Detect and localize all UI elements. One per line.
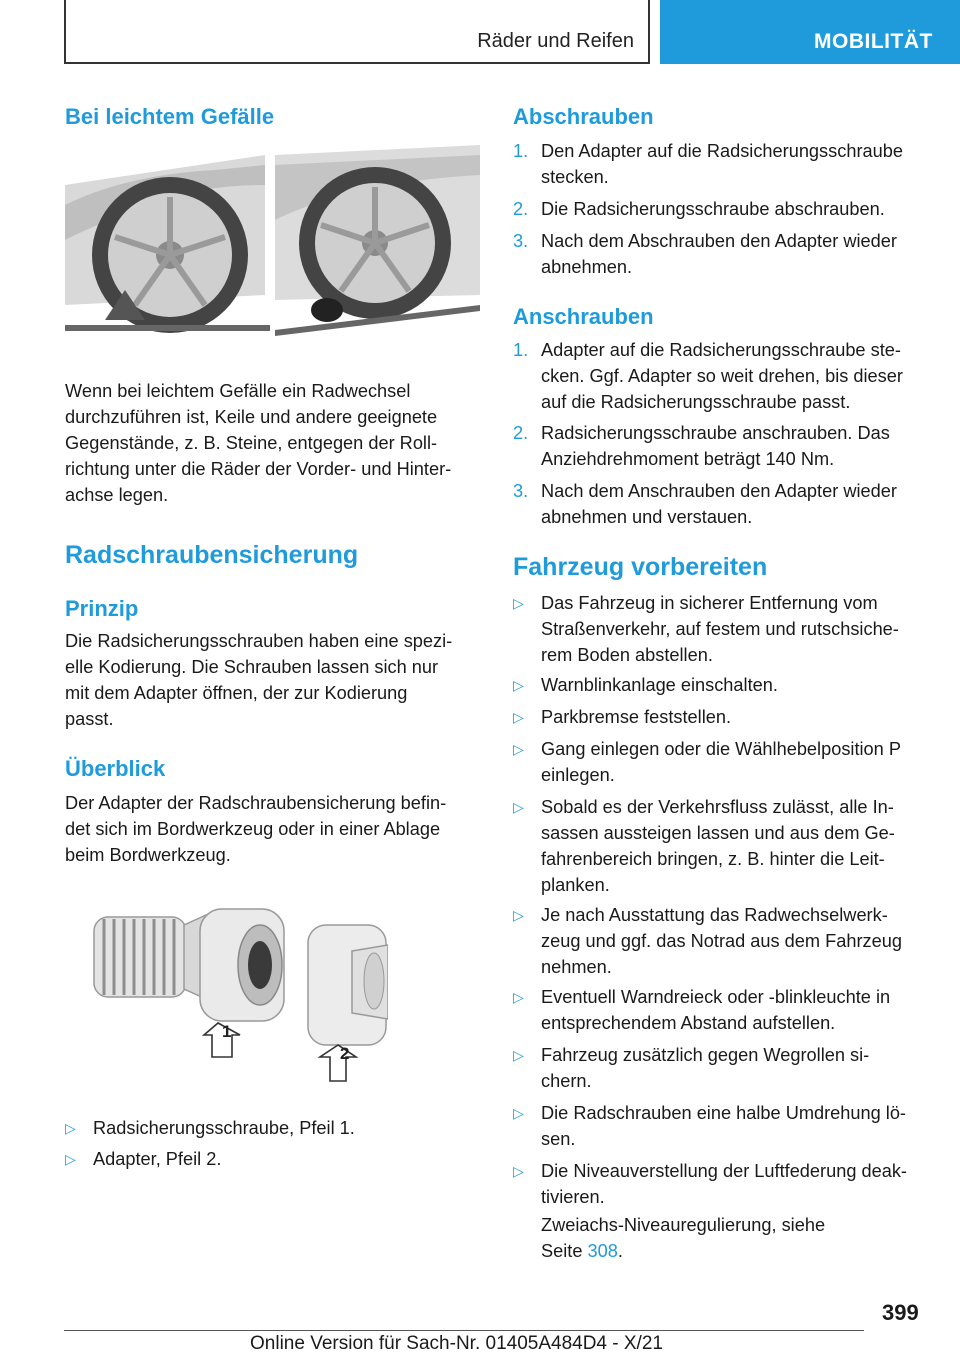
- step-number: 2.: [513, 423, 529, 443]
- slope-line: durchzuführen ist, Keile und andere geeignete: [65, 407, 438, 427]
- principle-line: passt.: [65, 709, 114, 729]
- bullet-icon: ▷: [513, 677, 524, 693]
- prepare-item: [513, 794, 933, 898]
- step-line: Nach dem Abschrauben den Adapter wieder: [541, 231, 897, 251]
- lock-heading: Radschraubensicherung: [65, 541, 359, 569]
- prepare-line: fahrenbereich bringen, z. B. hinter die Leit-: [541, 849, 885, 869]
- slope-line: richtung unter die Räder der Vorder- und Hinter-: [65, 459, 452, 479]
- prepare-item: [513, 736, 933, 788]
- footer-divider: [64, 1330, 864, 1331]
- step-line: abnehmen.: [541, 257, 633, 277]
- bullet-icon: ▷: [65, 1120, 76, 1136]
- bullet-icon: ▷: [513, 595, 524, 611]
- bullet-icon: ▷: [65, 1151, 76, 1167]
- page-link[interactable]: 308: [587, 1241, 618, 1261]
- unscrew-heading: Abschrauben: [513, 104, 654, 129]
- prepare-line: entsprechendem Abstand aufstellen.: [541, 1013, 836, 1033]
- reference-suffix: .: [617, 1241, 623, 1261]
- prepare-line: Sobald es der Verkehrsfluss zulässt, alle In-: [541, 797, 894, 817]
- bullet-icon: ▷: [513, 1047, 524, 1063]
- wheel-chock-figure: [65, 145, 480, 345]
- overview-paragraph: [65, 790, 485, 868]
- unscrew-step: [513, 196, 933, 222]
- step-number: 1.: [513, 141, 529, 161]
- prepare-line: Eventuell Warndreieck oder -blinkleuchte in: [541, 987, 891, 1007]
- slope-heading: Bei leichtem Gefälle: [65, 104, 275, 129]
- bullet-icon: ▷: [513, 907, 524, 923]
- unscrew-step: [513, 138, 933, 190]
- slope-line: achse legen.: [65, 485, 169, 505]
- slope-paragraph: [65, 378, 485, 508]
- bullet-icon: ▷: [513, 1105, 524, 1121]
- principle-paragraph: [65, 628, 485, 732]
- figure-label-2: 2: [340, 1044, 350, 1063]
- prepare-line: Warnblinkanlage einschalten.: [541, 675, 778, 695]
- bullet-icon: ▷: [513, 799, 524, 815]
- prepare-line: Das Fahrzeug in sicherer Entfernung vom: [541, 593, 878, 613]
- prepare-line: Die Radschrauben eine halbe Umdrehung lö-: [541, 1103, 906, 1123]
- bullet-icon: ▷: [513, 709, 524, 725]
- reference-block: [513, 1212, 933, 1264]
- reference-line: Zweiachs-Niveauregulierung, siehe: [541, 1215, 826, 1235]
- prepare-line: Je nach Ausstattung das Radwechselwerk-: [541, 905, 888, 925]
- prepare-item: [513, 672, 933, 698]
- screw-heading: Anschrauben: [513, 304, 654, 329]
- step-line: Anziehdrehmoment beträgt 140 Nm.: [541, 449, 835, 469]
- step-line: Den Adapter auf die Radsicherungsschraube: [541, 141, 903, 161]
- figure-label-1: 1: [222, 1022, 232, 1041]
- prepare-line: chern.: [541, 1071, 592, 1091]
- prepare-line: sen.: [541, 1129, 576, 1149]
- step-line: stecken.: [541, 167, 609, 187]
- prepare-line: Fahrzeug zusätzlich gegen Wegrollen si-: [541, 1045, 870, 1065]
- prepare-line: planken.: [541, 875, 610, 895]
- prepare-item: [513, 1100, 933, 1152]
- overview-heading: Überblick: [65, 756, 166, 781]
- prepare-line: Parkbremse feststellen.: [541, 707, 732, 727]
- step-line: Adapter auf die Radsicherungsschraube ste-: [541, 340, 901, 360]
- bullet-icon: ▷: [513, 989, 524, 1005]
- prepare-line: sassen aussteigen lassen und aus dem Ge-: [541, 823, 895, 843]
- footer-version-text: Online Version für Sach-Nr. 01405A484D4 - X/21: [250, 1333, 663, 1354]
- reference-prefix: Seite: [541, 1241, 588, 1261]
- prepare-item: [513, 704, 933, 730]
- prepare-item: [513, 984, 933, 1036]
- bullet-icon: ▷: [513, 1163, 524, 1179]
- prepare-line: zeug und ggf. das Notrad aus dem Fahrzeug: [541, 931, 902, 951]
- prepare-line: Straßenverkehr, auf festem und rutschsiche-: [541, 619, 899, 639]
- prepare-item: [513, 1042, 933, 1094]
- page-number: 399: [882, 1300, 919, 1325]
- reference-line: [541, 1238, 933, 1264]
- step-number: 1.: [513, 340, 529, 360]
- legend-text: Radsicherungsschraube, Pfeil 1.: [93, 1118, 355, 1138]
- screw-step: [513, 337, 933, 415]
- legend-text: Adapter, Pfeil 2.: [93, 1149, 222, 1169]
- step-number: 2.: [513, 199, 529, 219]
- header-section-box: [64, 0, 650, 64]
- principle-line: Die Radsicherungsschrauben haben eine spezi-: [65, 631, 453, 651]
- prepare-line: nehmen.: [541, 957, 612, 977]
- unscrew-step: [513, 228, 933, 280]
- prepare-heading: Fahrzeug vorbereiten: [513, 553, 768, 581]
- slope-line: Gegenstände, z. B. Steine, entgegen der Roll-: [65, 433, 438, 453]
- overview-line: det sich im Bordwerkzeug oder in einer Ablage: [65, 819, 441, 839]
- wheel-chock-illustration: [65, 145, 480, 345]
- step-line: auf die Radsicherungsschraube passt.: [541, 392, 851, 412]
- legend-item: [65, 1146, 485, 1172]
- prepare-line: Die Niveauverstellung der Luftfederung deak-: [541, 1161, 907, 1181]
- step-line: abnehmen und verstauen.: [541, 507, 753, 527]
- screw-step: [513, 478, 933, 530]
- prepare-line: Gang einlegen oder die Wählhebelposition P: [541, 739, 901, 759]
- principle-line: mit dem Adapter öffnen, der zur Kodierung: [65, 683, 408, 703]
- step-line: Nach dem Anschrauben den Adapter wieder: [541, 481, 897, 501]
- step-number: 3.: [513, 231, 529, 251]
- prepare-item: [513, 590, 933, 668]
- step-number: 3.: [513, 481, 529, 501]
- prepare-item: [513, 1158, 933, 1210]
- principle-line: elle Kodierung. Die Schrauben lassen sich nur: [65, 657, 439, 677]
- prepare-line: tivieren.: [541, 1187, 605, 1207]
- header-chapter-tab: MOBILITÄT: [660, 0, 960, 64]
- slope-line: Wenn bei leichtem Gefälle ein Radwechsel: [65, 381, 411, 401]
- header-section-title: Räder und Reifen: [477, 30, 634, 52]
- overview-line: beim Bordwerkzeug.: [65, 845, 231, 865]
- overview-line: Der Adapter der Radschraubensicherung befin-: [65, 793, 447, 813]
- screw-step: [513, 420, 933, 472]
- step-line: Radsicherungsschraube anschrauben. Das: [541, 423, 890, 443]
- legend-item: [65, 1115, 485, 1141]
- lock-bolt-illustration: [88, 895, 388, 1085]
- bullet-icon: ▷: [513, 741, 524, 757]
- principle-heading: Prinzip: [65, 596, 139, 621]
- lock-bolt-figure: [88, 895, 388, 1085]
- step-line: cken. Ggf. Adapter so weit drehen, bis dieser: [541, 366, 903, 386]
- prepare-line: einlegen.: [541, 765, 615, 785]
- prepare-line: rem Boden abstellen.: [541, 645, 713, 665]
- step-line: Die Radsicherungsschraube abschrauben.: [541, 199, 885, 219]
- prepare-item: [513, 902, 933, 980]
